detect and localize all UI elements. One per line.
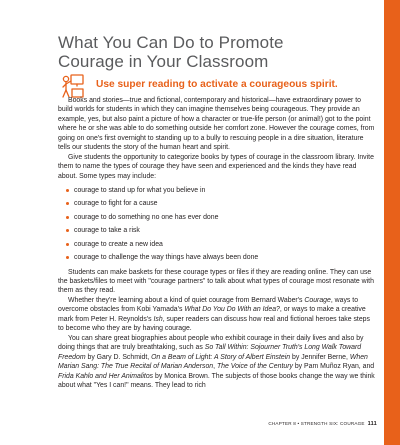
title-line-2: Courage in Your Classroom — [58, 52, 269, 71]
text-run: by Monica Brown. The subjects of those books change the way we think about what "Yes I can!" means. They lead to rich — [58, 372, 375, 389]
book-title: What Do You Do With an Idea? — [184, 306, 280, 314]
paragraph-3: Students can make baskets for these courage types or files if they are reading online. They can use the baskets/files to meet with "courage partners" to talk about what types of courage most resonate with them as they read. — [58, 268, 374, 295]
book-title: So Tall Within: Sojourner Truth's Long Walk Toward Freedom — [58, 344, 362, 361]
book-title: Ish — [153, 315, 163, 323]
list-item: courage to create a new idea — [58, 238, 376, 251]
orange-edge-bar — [384, 0, 400, 445]
footer-chapter: CHAPTER 8 • STRENGTH SIX: COURAGE — [268, 421, 365, 426]
text-run: Whether they're learning about a kind of quiet courage from Bernard Waber's — [68, 296, 305, 304]
paragraph-1: Books and stories—true and fictional, contemporary and historical—have extraordinary power to build worlds for students in which they can imagine themselves being courageous. They provide an example, yes, but also paint a picture of how a character or true-life person (or animal!) got to the point where he or she was able to do something outside her comfort zone. However the courage comes, from going on one's first overnight to standing up to a bully to rescuing people in a dire situation, literature tells our students the story of the human heart and spirit. — [58, 97, 375, 152]
paragraph-2: Give students the opportunity to categorize books by types of courage in the classroom library. Invite them to name the types of courage they have seen and experienced and the kinds they have read about. Some types may include: — [58, 153, 374, 180]
paragraph-4 — [58, 296, 376, 334]
text-run: , — [213, 363, 217, 371]
text-run: by Gary D. Schmidt, — [85, 353, 152, 361]
strategy-heading: Use super reading to activate a courageous spirit. — [96, 79, 338, 90]
book-title: When Marian Sang: The True Recital of Marian Anderson — [58, 353, 368, 371]
title-line-1: What You Can Do to Promote — [58, 33, 284, 52]
list-item: courage to challenge the way things have always been done — [58, 251, 376, 264]
book-title: Courage — [304, 296, 331, 304]
list-item: courage to fight for a cause — [58, 197, 376, 210]
book-title: The Voice of the Century — [216, 363, 293, 371]
book-title: On a Beam of Light: A Story of Albert Einstein — [151, 353, 291, 361]
book-title: Frida Kahlo and Her Animalitos — [58, 372, 154, 380]
text-run: You can share great biographies about people who exhibit courage in their daily lives and also by doing things that are truly breathtaking, such as — [58, 334, 364, 352]
text-run: , or ways to make a creative mark from Peter H. Reynolds's — [58, 306, 366, 323]
list-item: courage to take a risk — [58, 224, 376, 237]
text-run: , ways to overcome obstacles from Kobi Yamada's — [58, 296, 359, 314]
page-number: 111 — [367, 421, 377, 427]
list-item: courage to stand up for what you believe in — [58, 184, 376, 197]
body-text — [58, 96, 376, 390]
text-run: by Pam Muñoz Ryan, and — [292, 363, 375, 371]
page-title — [58, 33, 376, 71]
list-item: courage to do something no one has ever done — [58, 211, 376, 224]
text-run: , super readers can discuss how real and fictional heroes take steps to become who they are by having courage. — [58, 315, 370, 333]
text-run: by Jennifer Berne, — [290, 353, 350, 361]
courage-types-list — [58, 184, 376, 264]
page-footer — [244, 421, 377, 427]
paragraph-5 — [58, 334, 376, 391]
